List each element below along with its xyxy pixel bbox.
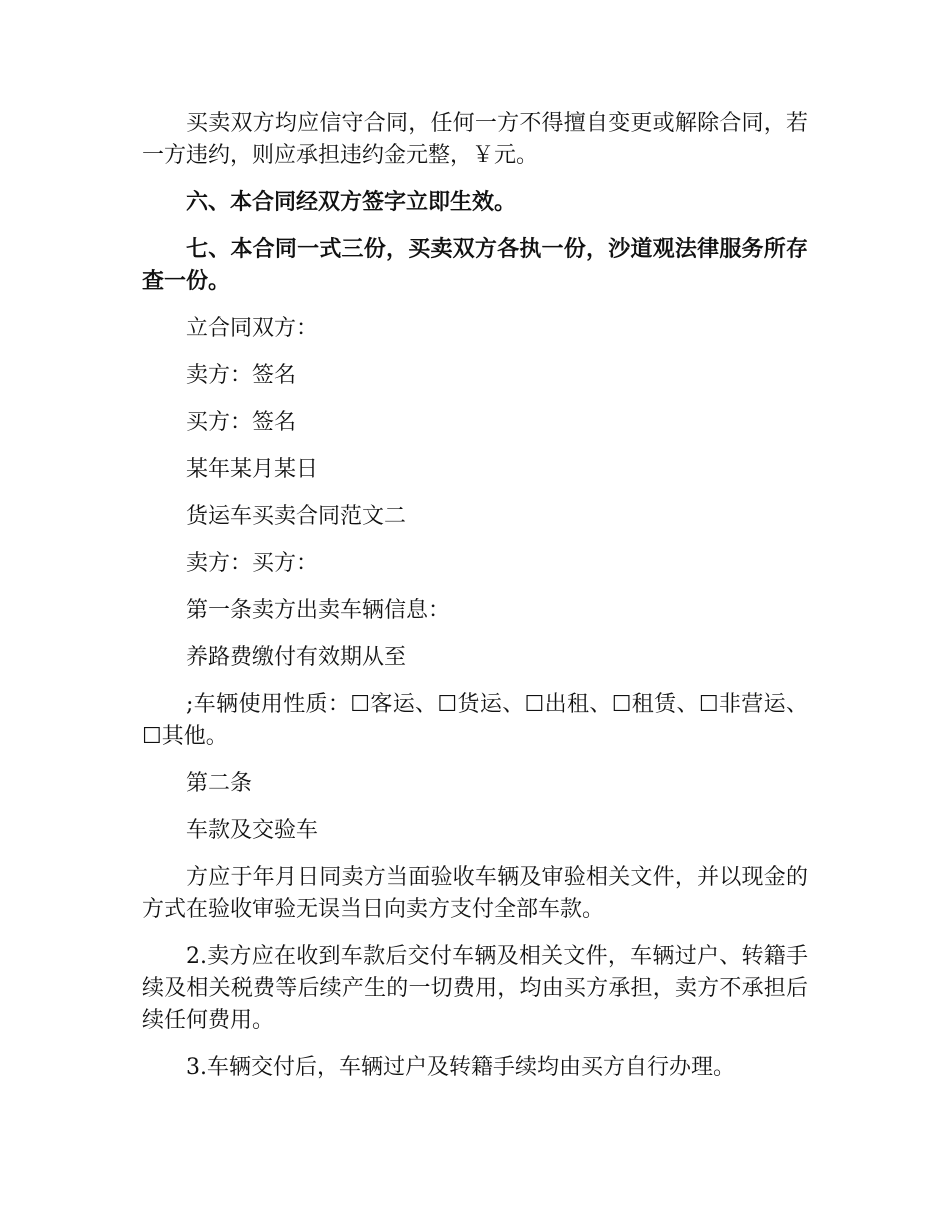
paragraph-payment-heading: 车款及交验车	[186, 818, 319, 843]
paragraph-clause-six: 六、本合同经双方签字立即生效。	[186, 190, 517, 215]
paragraph-clause-seven: 七、本合同一式三份，买卖双方各执一份，沙道观法律服务所存查一份。	[142, 237, 808, 294]
paragraph-parties-heading: 立合同双方：	[186, 316, 319, 341]
paragraph-inspection: 方应于年月日同卖方当面验收车辆及审验相关文件，并以现金的方式在验收审验无误当日向卖方支付全部车款。	[142, 865, 808, 922]
paragraph-sample-two-title: 货运车买卖合同范文二	[186, 504, 407, 529]
paragraph-item-three: 3.车辆交付后，车辆过户及转籍手续均由买方自行办理。	[186, 1055, 735, 1080]
paragraph-breach-clause: 买卖双方均应信守合同，任何一方不得擅自变更或解除合同，若一方违约，则应承担违约金元整，￥元。	[142, 111, 808, 168]
paragraph-article-two: 第二条	[186, 771, 253, 796]
paragraph-buyer-signature: 买方：签名	[186, 410, 297, 435]
paragraph-seller-signature: 卖方：签名	[186, 363, 297, 388]
paragraph-road-fee: 养路费缴付有效期从至	[186, 645, 407, 670]
paragraph-date: 某年某月某日	[186, 457, 319, 482]
paragraph-article-one: 第一条卖方出卖车辆信息：	[186, 598, 451, 623]
paragraph-parties: 卖方：买方：	[186, 551, 319, 576]
paragraph-vehicle-usage: ;车辆使用性质：☐客运、☐货运、☐出租、☐租赁、☐非营运、☐其他。	[142, 692, 808, 749]
document-body	[142, 108, 808, 1099]
paragraph-item-two: 2.卖方应在收到车款后交付车辆及相关文件，车辆过户、转籍手续及相关税费等后续产生的一切费用，均由买方承担，卖方不承担后续任何费用。	[142, 944, 808, 1033]
